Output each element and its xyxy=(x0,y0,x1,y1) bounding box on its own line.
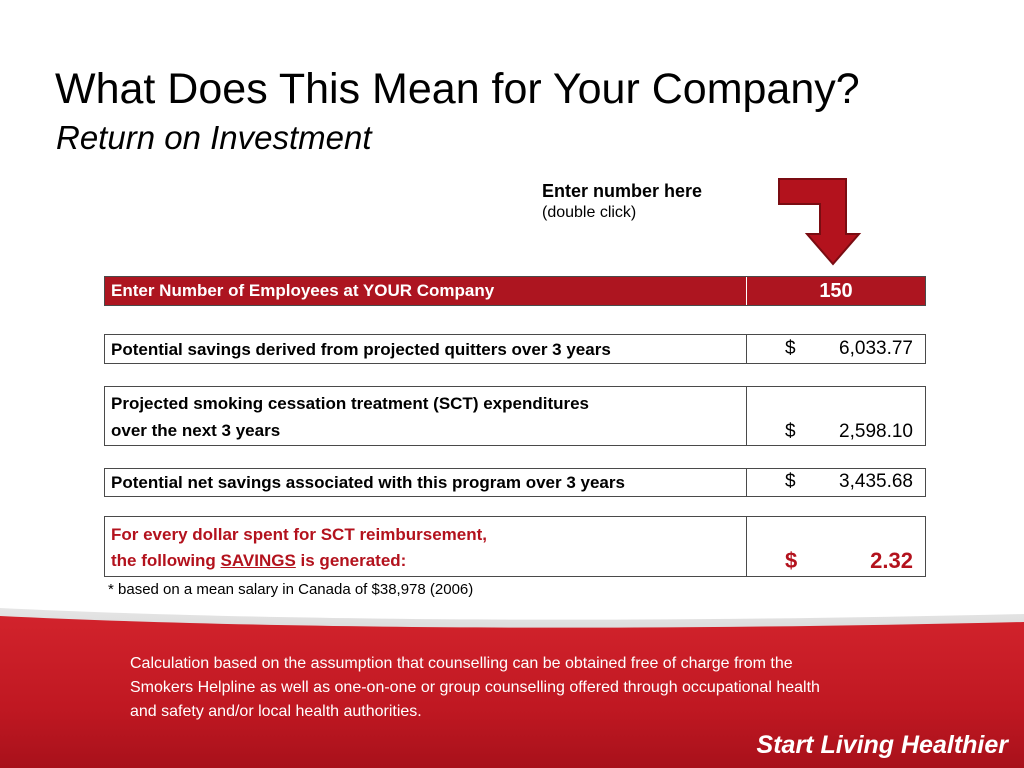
potential-savings-value xyxy=(747,335,925,363)
net-savings-value xyxy=(747,469,925,496)
net-savings-row xyxy=(104,468,926,497)
sct-expenditures-value xyxy=(747,387,925,445)
amount: 6,033.77 xyxy=(839,338,913,359)
page-title: What Does This Mean for Your Company? xyxy=(55,65,860,113)
entry-hint xyxy=(542,180,702,224)
amount: 2,598.10 xyxy=(839,421,913,442)
currency-symbol: $ xyxy=(785,471,796,492)
down-arrow-icon xyxy=(776,176,866,268)
calculation-note: Calculation based on the assumption that counselling can be obtained free of charge from the Smokers Helpline as well as one-on-one or group counselling offered through occupational health and safety and/or local health authorities. xyxy=(130,655,820,720)
entry-hint-main: Enter number here xyxy=(542,181,703,201)
amount: 2.32 xyxy=(870,548,913,573)
tagline: Start Living Healthier xyxy=(756,731,1008,759)
footnote: * based on a mean salary in Canada of $38,978 (2006) xyxy=(108,581,474,598)
employees-label: Enter Number of Employees at YOUR Company xyxy=(105,277,747,305)
sct-expenditures-label xyxy=(105,387,747,445)
label-line-2-pre: the following xyxy=(111,551,221,570)
label-line-2: over the next 3 years xyxy=(111,421,281,440)
employees-input[interactable]: 150 xyxy=(819,279,853,302)
roi-label xyxy=(105,517,747,576)
currency-symbol: $ xyxy=(785,421,796,442)
currency-symbol: $ xyxy=(785,338,796,359)
roi-value xyxy=(747,517,925,576)
label-line-1: Projected smoking cessation treatment (SCT) expenditures xyxy=(111,394,590,413)
net-savings-label: Potential net savings associated with this program over 3 years xyxy=(105,469,747,496)
employees-row xyxy=(104,276,926,306)
entry-hint-sub: (double click) xyxy=(542,204,637,221)
savings-emphasis: SAVINGS xyxy=(220,551,296,570)
amount: 3,435.68 xyxy=(839,471,913,492)
potential-savings-row xyxy=(104,334,926,364)
potential-savings-label: Potential savings derived from projected quitters over 3 years xyxy=(105,335,747,363)
page-subtitle: Return on Investment xyxy=(56,119,372,156)
roi-row xyxy=(104,516,926,577)
label-line-2-post: is generated: xyxy=(295,551,407,570)
currency-symbol: $ xyxy=(785,548,798,573)
label-line-1: For every dollar spent for SCT reimbursement, xyxy=(111,525,487,544)
sct-expenditures-row xyxy=(104,386,926,446)
